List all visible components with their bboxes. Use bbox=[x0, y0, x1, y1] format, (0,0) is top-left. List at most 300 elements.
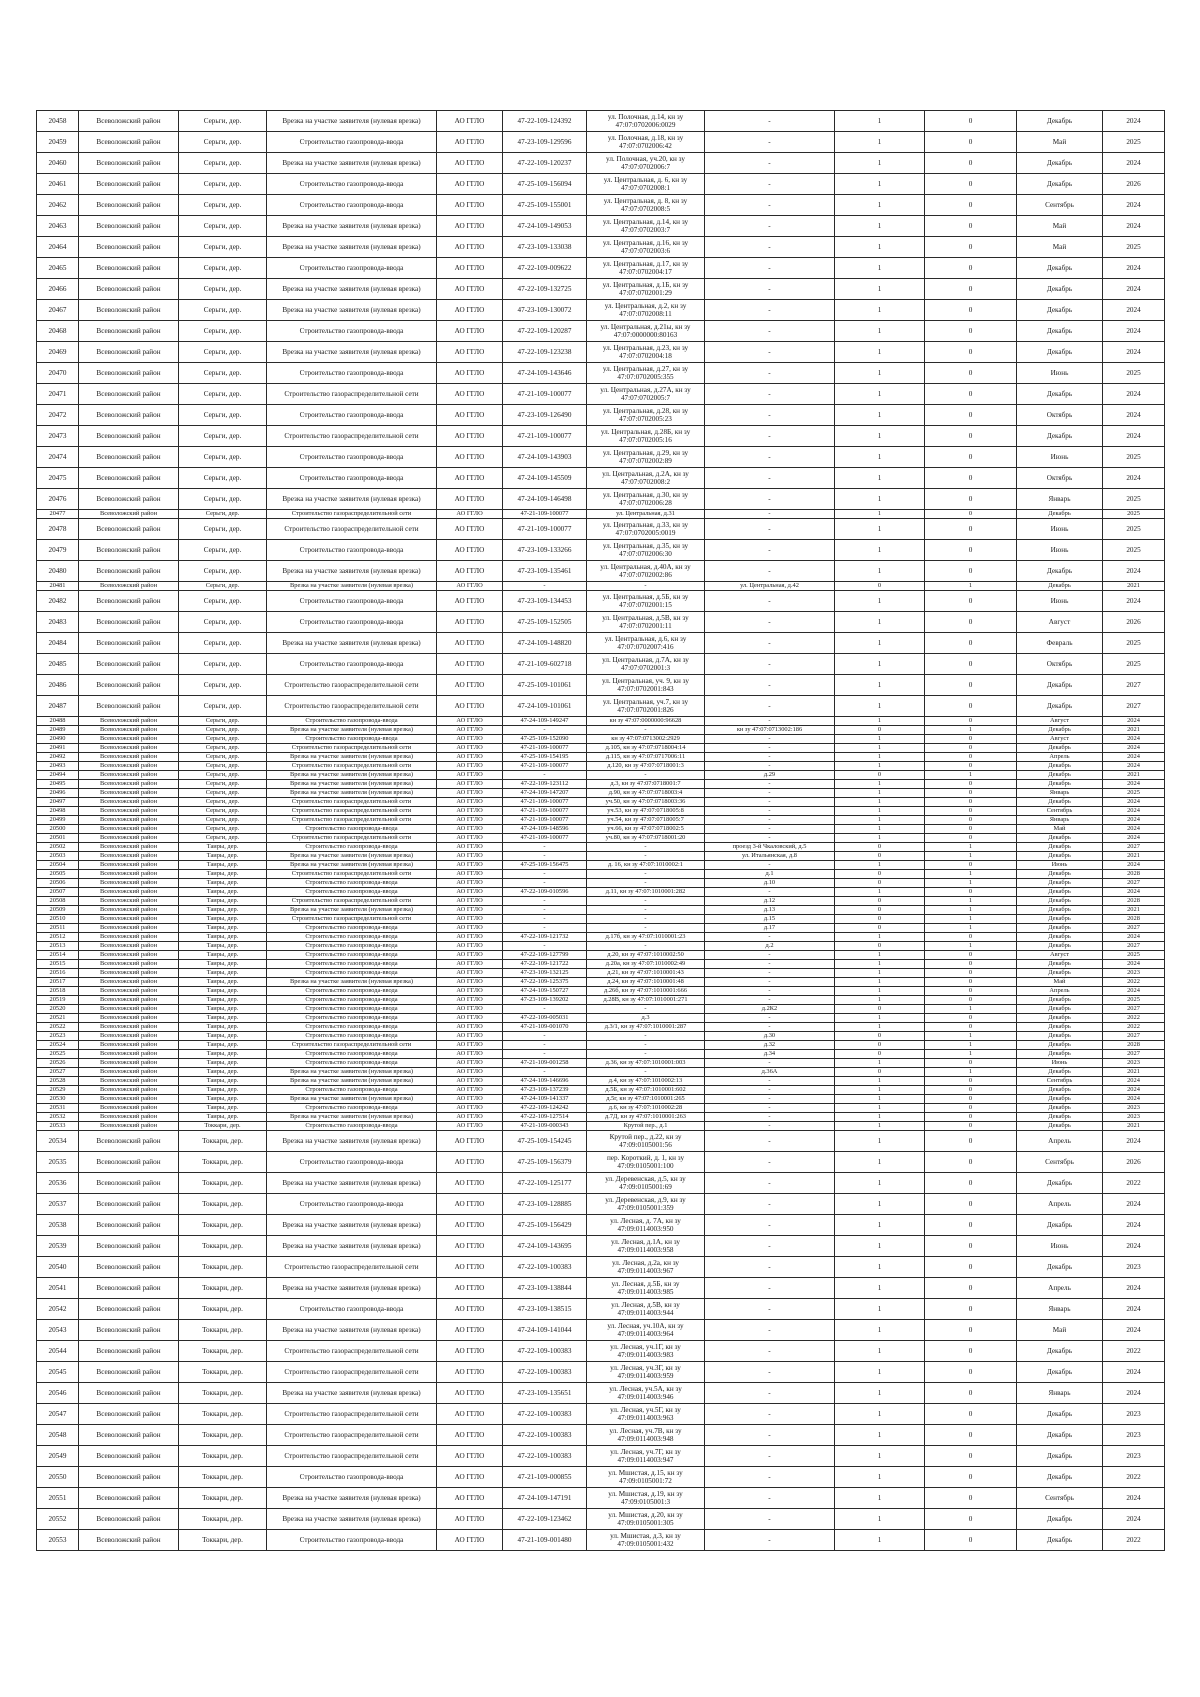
cell-address: - bbox=[587, 1050, 705, 1059]
cell-month: Декабрь bbox=[1017, 1014, 1103, 1023]
cell-district: Всеволожский район bbox=[79, 195, 179, 216]
cell-settlement: Токкари, дер. bbox=[179, 1122, 267, 1131]
cell-month: Декабрь bbox=[1017, 1086, 1103, 1095]
cell-settlement: Серьги, дер. bbox=[179, 633, 267, 654]
cell-qty_a: 0 bbox=[835, 924, 925, 933]
cell-month: Декабрь bbox=[1017, 1362, 1103, 1383]
cell-district: Всеволожский район bbox=[79, 1152, 179, 1173]
cell-settlement: Серьги, дер. bbox=[179, 258, 267, 279]
table-row bbox=[37, 489, 1165, 510]
cell-address: д.5Б, кн зу 47:07:1010001:602 bbox=[587, 1086, 705, 1095]
cell-district: Всеволожский район bbox=[79, 807, 179, 816]
cell-qty_a: 1 bbox=[835, 753, 925, 762]
cell-qty_b: 0 bbox=[925, 717, 1017, 726]
cell-org: АО ГГЛО bbox=[437, 612, 503, 633]
cell-address: д.4, кн зу 47:07:1010002:13 bbox=[587, 1077, 705, 1086]
cell-address: ул. Центральная, д.2А, кн зу 47:07:0702008:2 bbox=[587, 468, 705, 489]
cell-org: АО ГГЛО bbox=[437, 771, 503, 780]
cell-id: 20479 bbox=[37, 540, 79, 561]
cell-work_type: Строительство газопровода-ввода bbox=[267, 195, 437, 216]
cell-settlement: Таиры, дер. bbox=[179, 915, 267, 924]
cell-qty_a: 1 bbox=[835, 1152, 925, 1173]
cell-year: 2024 bbox=[1103, 1095, 1165, 1104]
cell-address: д.90, кн зу 47:07:0718003:4 bbox=[587, 789, 705, 798]
cell-org: АО ГГЛО bbox=[437, 1050, 503, 1059]
cell-year: 2023 bbox=[1103, 1113, 1165, 1122]
cell-address: ул. Центральная, уч.7, кн зу 47:07:0702001:826 bbox=[587, 696, 705, 717]
cell-request_no: 47-23-109-128885 bbox=[503, 1194, 587, 1215]
cell-qty_a: 1 bbox=[835, 1509, 925, 1530]
cell-request_no: 47-23-109-126490 bbox=[503, 405, 587, 426]
table-row bbox=[37, 906, 1165, 915]
cell-qty_b: 0 bbox=[925, 1023, 1017, 1032]
cell-extra: - bbox=[705, 540, 835, 561]
cell-request_no: 47-21-109-602718 bbox=[503, 654, 587, 675]
cell-month: Декабрь bbox=[1017, 960, 1103, 969]
cell-org: АО ГГЛО bbox=[437, 1257, 503, 1278]
cell-qty_a: 1 bbox=[835, 1104, 925, 1113]
cell-settlement: Серьги, дер. bbox=[179, 807, 267, 816]
cell-month: Июнь bbox=[1017, 447, 1103, 468]
cell-work_type: Строительство газопровода-ввода bbox=[267, 132, 437, 153]
cell-address: д.20, кн зу 47:07:1010002:50 bbox=[587, 951, 705, 960]
cell-month: Август bbox=[1017, 951, 1103, 960]
cell-work_type: Строительство газопровода-ввода bbox=[267, 1086, 437, 1095]
cell-settlement: Токкари, дер. bbox=[179, 1236, 267, 1257]
cell-qty_a: 1 bbox=[835, 816, 925, 825]
cell-year: 2023 bbox=[1103, 1104, 1165, 1113]
cell-extra: - bbox=[705, 111, 835, 132]
cell-id: 20540 bbox=[37, 1257, 79, 1278]
cell-district: Всеволожский район bbox=[79, 1299, 179, 1320]
cell-work_type: Строительство газопровода-ввода bbox=[267, 996, 437, 1005]
cell-year: 2024 bbox=[1103, 591, 1165, 612]
cell-district: Всеволожский район bbox=[79, 633, 179, 654]
cell-district: Всеволожский район bbox=[79, 1086, 179, 1095]
cell-org: АО ГГЛО bbox=[437, 426, 503, 447]
cell-qty_a: 1 bbox=[835, 447, 925, 468]
cell-extra: - bbox=[705, 300, 835, 321]
cell-org: АО ГГЛО bbox=[437, 279, 503, 300]
cell-qty_a: 1 bbox=[835, 1446, 925, 1467]
cell-month: Декабрь bbox=[1017, 852, 1103, 861]
cell-address: - bbox=[587, 1032, 705, 1041]
table-row bbox=[37, 540, 1165, 561]
cell-settlement: Таиры, дер. bbox=[179, 1086, 267, 1095]
cell-qty_a: 1 bbox=[835, 1095, 925, 1104]
cell-address: - bbox=[587, 582, 705, 591]
cell-district: Всеволожский район bbox=[79, 879, 179, 888]
cell-settlement: Токкари, дер. bbox=[179, 1446, 267, 1467]
cell-address: ул. Лесная, уч.10А, кн зу 47:09:0114003:964 bbox=[587, 1320, 705, 1341]
cell-qty_b: 0 bbox=[925, 825, 1017, 834]
cell-extra: д.17 bbox=[705, 924, 835, 933]
cell-work_type: Строительство газопровода-ввода bbox=[267, 843, 437, 852]
table-row bbox=[37, 951, 1165, 960]
cell-extra: - bbox=[705, 1077, 835, 1086]
cell-address: кн зу 47:07:0713002:2929 bbox=[587, 735, 705, 744]
cell-qty_b: 0 bbox=[925, 789, 1017, 798]
cell-settlement: Таиры, дер. bbox=[179, 969, 267, 978]
cell-district: Всеволожский район bbox=[79, 300, 179, 321]
cell-qty_a: 1 bbox=[835, 1278, 925, 1299]
cell-qty_b: 0 bbox=[925, 258, 1017, 279]
cell-district: Всеволожский район bbox=[79, 780, 179, 789]
cell-month: Июнь bbox=[1017, 1059, 1103, 1068]
cell-qty_a: 1 bbox=[835, 1023, 925, 1032]
cell-id: 20533 bbox=[37, 1122, 79, 1131]
cell-work_type: Врезка на участке заявителя (нулевая врезка) bbox=[267, 1215, 437, 1236]
cell-extra: - bbox=[705, 1122, 835, 1131]
cell-address: кн зу 47:07:0000000:96628 bbox=[587, 717, 705, 726]
cell-work_type: Строительство газопровода-ввода bbox=[267, 933, 437, 942]
cell-work_type: Строительство газопровода-ввода bbox=[267, 735, 437, 744]
table-row bbox=[37, 1068, 1165, 1077]
cell-settlement: Таиры, дер. bbox=[179, 1059, 267, 1068]
cell-settlement: Серьги, дер. bbox=[179, 519, 267, 540]
cell-year: 2022 bbox=[1103, 1467, 1165, 1488]
cell-district: Всеволожский район bbox=[79, 582, 179, 591]
cell-district: Всеволожский район bbox=[79, 951, 179, 960]
cell-qty_a: 1 bbox=[835, 1320, 925, 1341]
cell-request_no: 47-24-109-147191 bbox=[503, 1488, 587, 1509]
cell-month: Декабрь bbox=[1017, 1467, 1103, 1488]
cell-work_type: Врезка на участке заявителя (нулевая врезка) bbox=[267, 1509, 437, 1530]
cell-extra: - bbox=[705, 1152, 835, 1173]
cell-year: 2024 bbox=[1103, 744, 1165, 753]
cell-work_type: Строительство газораспределительной сети bbox=[267, 696, 437, 717]
cell-request_no: 47-23-109-132125 bbox=[503, 969, 587, 978]
cell-district: Всеволожский район bbox=[79, 1320, 179, 1341]
cell-month: Декабрь bbox=[1017, 426, 1103, 447]
cell-settlement: Серьги, дер. bbox=[179, 726, 267, 735]
cell-request_no: 47-25-109-156094 bbox=[503, 174, 587, 195]
cell-qty_b: 0 bbox=[925, 468, 1017, 489]
cell-month: Январь bbox=[1017, 1383, 1103, 1404]
cell-qty_b: 0 bbox=[925, 951, 1017, 960]
cell-id: 20503 bbox=[37, 852, 79, 861]
cell-settlement: Серьги, дер. bbox=[179, 405, 267, 426]
cell-org: АО ГГЛО bbox=[437, 1005, 503, 1014]
cell-month: Май bbox=[1017, 237, 1103, 258]
cell-qty_b: 1 bbox=[925, 582, 1017, 591]
cell-district: Всеволожский район bbox=[79, 1341, 179, 1362]
cell-district: Всеволожский район bbox=[79, 1014, 179, 1023]
cell-request_no: - bbox=[503, 915, 587, 924]
cell-request_no: - bbox=[503, 1068, 587, 1077]
cell-address: д.24, кн зу 47:07:1010001:48 bbox=[587, 978, 705, 987]
cell-org: АО ГГЛО bbox=[437, 1278, 503, 1299]
cell-qty_a: 0 bbox=[835, 906, 925, 915]
cell-request_no: - bbox=[503, 726, 587, 735]
cell-id: 20462 bbox=[37, 195, 79, 216]
cell-settlement: Токкари, дер. bbox=[179, 1194, 267, 1215]
cell-district: Всеволожский район bbox=[79, 1173, 179, 1194]
cell-request_no: 47-24-109-101061 bbox=[503, 696, 587, 717]
cell-org: АО ГГЛО bbox=[437, 1041, 503, 1050]
cell-id: 20491 bbox=[37, 744, 79, 753]
cell-extra: - bbox=[705, 816, 835, 825]
cell-year: 2027 bbox=[1103, 675, 1165, 696]
cell-qty_b: 0 bbox=[925, 933, 1017, 942]
cell-district: Всеволожский район bbox=[79, 933, 179, 942]
cell-address: ул. Полочная, уч.20, кн зу 47:07:0702006:7 bbox=[587, 153, 705, 174]
cell-id: 20493 bbox=[37, 762, 79, 771]
cell-qty_a: 1 bbox=[835, 1383, 925, 1404]
cell-year: 2023 bbox=[1103, 1059, 1165, 1068]
cell-work_type: Строительство газопровода-ввода bbox=[267, 1023, 437, 1032]
cell-qty_a: 1 bbox=[835, 762, 925, 771]
cell-month: Апрель bbox=[1017, 1278, 1103, 1299]
cell-qty_b: 0 bbox=[925, 1236, 1017, 1257]
cell-work_type: Строительство газораспределительной сети bbox=[267, 519, 437, 540]
cell-work_type: Строительство газораспределительной сети bbox=[267, 1425, 437, 1446]
table-row bbox=[37, 843, 1165, 852]
cell-district: Всеволожский район bbox=[79, 735, 179, 744]
cell-settlement: Серьги, дер. bbox=[179, 753, 267, 762]
cell-request_no: 47-21-109-000855 bbox=[503, 1467, 587, 1488]
cell-district: Всеволожский район bbox=[79, 744, 179, 753]
cell-request_no: 47-21-109-100077 bbox=[503, 807, 587, 816]
table-row bbox=[37, 216, 1165, 237]
cell-address: - bbox=[587, 771, 705, 780]
cell-year: 2027 bbox=[1103, 1032, 1165, 1041]
cell-request_no: 47-23-109-135651 bbox=[503, 1383, 587, 1404]
cell-year: 2024 bbox=[1103, 960, 1165, 969]
cell-work_type: Строительство газопровода-ввода bbox=[267, 825, 437, 834]
cell-settlement: Токкари, дер. bbox=[179, 1320, 267, 1341]
cell-work_type: Врезка на участке заявителя (нулевая врезка) bbox=[267, 279, 437, 300]
cell-year: 2024 bbox=[1103, 1194, 1165, 1215]
cell-address: ул. Лесная, уч.5А, кн зу 47:09:0114003:946 bbox=[587, 1383, 705, 1404]
cell-extra: - bbox=[705, 519, 835, 540]
cell-month: Июнь bbox=[1017, 861, 1103, 870]
cell-year: 2021 bbox=[1103, 726, 1165, 735]
cell-work_type: Строительство газораспределительной сети bbox=[267, 675, 437, 696]
cell-request_no: - bbox=[503, 1032, 587, 1041]
cell-district: Всеволожский район bbox=[79, 987, 179, 996]
cell-work_type: Строительство газопровода-ввода bbox=[267, 363, 437, 384]
cell-year: 2021 bbox=[1103, 771, 1165, 780]
cell-settlement: Таиры, дер. bbox=[179, 978, 267, 987]
cell-settlement: Таиры, дер. bbox=[179, 888, 267, 897]
cell-qty_a: 0 bbox=[835, 1041, 925, 1050]
cell-id: 20507 bbox=[37, 888, 79, 897]
cell-org: АО ГГЛО bbox=[437, 582, 503, 591]
cell-extra: - bbox=[705, 561, 835, 582]
cell-qty_b: 1 bbox=[925, 843, 1017, 852]
cell-address: уч.80, кн зу 47:07:0718001:20 bbox=[587, 834, 705, 843]
cell-request_no: 47-22-109-100383 bbox=[503, 1362, 587, 1383]
cell-work_type: Строительство газопровода-ввода bbox=[267, 960, 437, 969]
cell-id: 20549 bbox=[37, 1446, 79, 1467]
cell-id: 20506 bbox=[37, 879, 79, 888]
cell-work_type: Врезка на участке заявителя (нулевая врезка) bbox=[267, 771, 437, 780]
cell-work_type: Врезка на участке заявителя (нулевая врезка) bbox=[267, 1173, 437, 1194]
cell-request_no: - bbox=[503, 1050, 587, 1059]
cell-work_type: Строительство газораспределительной сети bbox=[267, 1041, 437, 1050]
cell-year: 2026 bbox=[1103, 612, 1165, 633]
cell-org: АО ГГЛО bbox=[437, 1032, 503, 1041]
cell-qty_b: 0 bbox=[925, 279, 1017, 300]
cell-qty_a: 1 bbox=[835, 654, 925, 675]
cell-org: АО ГГЛО bbox=[437, 405, 503, 426]
cell-org: АО ГГЛО bbox=[437, 807, 503, 816]
cell-district: Всеволожский район bbox=[79, 1404, 179, 1425]
cell-work_type: Строительство газораспределительной сети bbox=[267, 1446, 437, 1467]
cell-work_type: Строительство газопровода-ввода bbox=[267, 951, 437, 960]
cell-work_type: Строительство газопровода-ввода bbox=[267, 258, 437, 279]
cell-year: 2027 bbox=[1103, 879, 1165, 888]
cell-settlement: Серьги, дер. bbox=[179, 321, 267, 342]
cell-qty_b: 0 bbox=[925, 1122, 1017, 1131]
cell-qty_b: 1 bbox=[925, 771, 1017, 780]
cell-district: Всеволожский район bbox=[79, 1005, 179, 1014]
cell-month: Июнь bbox=[1017, 1236, 1103, 1257]
cell-settlement: Токкари, дер. bbox=[179, 1509, 267, 1530]
cell-address: ул. Лесная, д.2а, кн зу 47:09:0114003:967 bbox=[587, 1257, 705, 1278]
cell-org: АО ГГЛО bbox=[437, 924, 503, 933]
cell-month: Декабрь bbox=[1017, 1023, 1103, 1032]
cell-request_no: 47-21-109-001258 bbox=[503, 1059, 587, 1068]
cell-settlement: Таиры, дер. bbox=[179, 1050, 267, 1059]
cell-settlement: Таиры, дер. bbox=[179, 1023, 267, 1032]
table-row bbox=[37, 582, 1165, 591]
cell-year: 2024 bbox=[1103, 825, 1165, 834]
cell-qty_b: 0 bbox=[925, 447, 1017, 468]
cell-year: 2027 bbox=[1103, 1050, 1165, 1059]
cell-id: 20508 bbox=[37, 897, 79, 906]
cell-id: 20477 bbox=[37, 510, 79, 519]
cell-year: 2025 bbox=[1103, 132, 1165, 153]
table-row bbox=[37, 1023, 1165, 1032]
cell-settlement: Токкари, дер. bbox=[179, 1488, 267, 1509]
cell-work_type: Строительство газораспределительной сети bbox=[267, 1341, 437, 1362]
cell-settlement: Серьги, дер. bbox=[179, 111, 267, 132]
cell-settlement: Серьги, дер. bbox=[179, 834, 267, 843]
cell-request_no: 47-23-109-135461 bbox=[503, 561, 587, 582]
cell-extra: - bbox=[705, 1509, 835, 1530]
cell-request_no: - bbox=[503, 924, 587, 933]
cell-qty_a: 1 bbox=[835, 540, 925, 561]
cell-settlement: Серьги, дер. bbox=[179, 174, 267, 195]
cell-year: 2024 bbox=[1103, 987, 1165, 996]
cell-org: АО ГГЛО bbox=[437, 825, 503, 834]
cell-address: ул. Центральная, д.27А, кн зу 47:07:0702005:7 bbox=[587, 384, 705, 405]
cell-settlement: Серьги, дер. bbox=[179, 447, 267, 468]
cell-extra: д.12 bbox=[705, 897, 835, 906]
cell-year: 2022 bbox=[1103, 1023, 1165, 1032]
cell-id: 20463 bbox=[37, 216, 79, 237]
cell-month: Июнь bbox=[1017, 363, 1103, 384]
cell-qty_b: 1 bbox=[925, 1068, 1017, 1077]
cell-id: 20538 bbox=[37, 1215, 79, 1236]
cell-request_no: 47-25-109-154245 bbox=[503, 1131, 587, 1152]
cell-extra: - bbox=[705, 1131, 835, 1152]
cell-qty_a: 0 bbox=[835, 852, 925, 861]
cell-month: Декабрь bbox=[1017, 1005, 1103, 1014]
cell-request_no: 47-25-109-156475 bbox=[503, 861, 587, 870]
cell-org: АО ГГЛО bbox=[437, 1068, 503, 1077]
cell-org: АО ГГЛО bbox=[437, 654, 503, 675]
cell-qty_b: 0 bbox=[925, 1014, 1017, 1023]
cell-settlement: Таиры, дер. bbox=[179, 843, 267, 852]
cell-year: 2024 bbox=[1103, 861, 1165, 870]
cell-year: 2024 bbox=[1103, 279, 1165, 300]
cell-org: АО ГГЛО bbox=[437, 780, 503, 789]
cell-extra: - bbox=[705, 153, 835, 174]
cell-year: 2023 bbox=[1103, 1425, 1165, 1446]
cell-request_no: 47-22-109-124392 bbox=[503, 111, 587, 132]
cell-year: 2021 bbox=[1103, 1068, 1165, 1077]
cell-month: Декабрь bbox=[1017, 1404, 1103, 1425]
cell-year: 2022 bbox=[1103, 1014, 1165, 1023]
cell-id: 20537 bbox=[37, 1194, 79, 1215]
cell-extra: - bbox=[705, 978, 835, 987]
table-row bbox=[37, 897, 1165, 906]
cell-id: 20502 bbox=[37, 843, 79, 852]
cell-request_no: - bbox=[503, 1005, 587, 1014]
cell-work_type: Строительство газопровода-ввода bbox=[267, 405, 437, 426]
cell-year: 2025 bbox=[1103, 654, 1165, 675]
cell-district: Всеволожский район bbox=[79, 924, 179, 933]
cell-org: АО ГГЛО bbox=[437, 300, 503, 321]
cell-org: АО ГГЛО bbox=[437, 510, 503, 519]
cell-qty_b: 0 bbox=[925, 633, 1017, 654]
cell-work_type: Строительство газопровода-ввода bbox=[267, 1194, 437, 1215]
cell-id: 20471 bbox=[37, 384, 79, 405]
cell-extra: - bbox=[705, 798, 835, 807]
cell-year: 2022 bbox=[1103, 978, 1165, 987]
cell-district: Всеволожский район bbox=[79, 216, 179, 237]
cell-id: 20550 bbox=[37, 1467, 79, 1488]
cell-month: Сентябрь bbox=[1017, 1152, 1103, 1173]
cell-request_no: 47-21-109-000343 bbox=[503, 1122, 587, 1131]
cell-org: АО ГГЛО bbox=[437, 237, 503, 258]
cell-org: АО ГГЛО bbox=[437, 762, 503, 771]
cell-id: 20505 bbox=[37, 870, 79, 879]
cell-org: АО ГГЛО bbox=[437, 447, 503, 468]
cell-settlement: Токкари, дер. bbox=[179, 1383, 267, 1404]
cell-id: 20529 bbox=[37, 1086, 79, 1095]
cell-address: ул. Лесная, д.5В, кн зу 47:09:0114003:944 bbox=[587, 1299, 705, 1320]
cell-settlement: Серьги, дер. bbox=[179, 468, 267, 489]
cell-settlement: Серьги, дер. bbox=[179, 237, 267, 258]
cell-month: Декабрь bbox=[1017, 1425, 1103, 1446]
cell-settlement: Таиры, дер. bbox=[179, 1104, 267, 1113]
cell-org: АО ГГЛО bbox=[437, 468, 503, 489]
cell-year: 2024 bbox=[1103, 933, 1165, 942]
cell-address: д.28В, кн зу 47:07:1010001:271 bbox=[587, 996, 705, 1005]
cell-month: Декабрь bbox=[1017, 897, 1103, 906]
cell-district: Всеволожский район bbox=[79, 870, 179, 879]
cell-settlement: Таиры, дер. bbox=[179, 1113, 267, 1122]
cell-request_no: 47-23-109-133038 bbox=[503, 237, 587, 258]
cell-org: АО ГГЛО bbox=[437, 1152, 503, 1173]
cell-org: АО ГГЛО bbox=[437, 978, 503, 987]
cell-work_type: Строительство газопровода-ввода bbox=[267, 942, 437, 951]
cell-extra: - bbox=[705, 612, 835, 633]
cell-request_no: 47-21-109-100077 bbox=[503, 426, 587, 447]
cell-qty_b: 0 bbox=[925, 195, 1017, 216]
cell-qty_b: 1 bbox=[925, 897, 1017, 906]
cell-qty_b: 1 bbox=[925, 852, 1017, 861]
cell-address: ул. Центральная, д.27, кн зу 47:07:0702005:355 bbox=[587, 363, 705, 384]
cell-district: Всеволожский район bbox=[79, 1131, 179, 1152]
table-row bbox=[37, 780, 1165, 789]
cell-address: ул. Центральная, д.14, кн зу 47:07:0702003:7 bbox=[587, 216, 705, 237]
cell-org: АО ГГЛО bbox=[437, 696, 503, 717]
